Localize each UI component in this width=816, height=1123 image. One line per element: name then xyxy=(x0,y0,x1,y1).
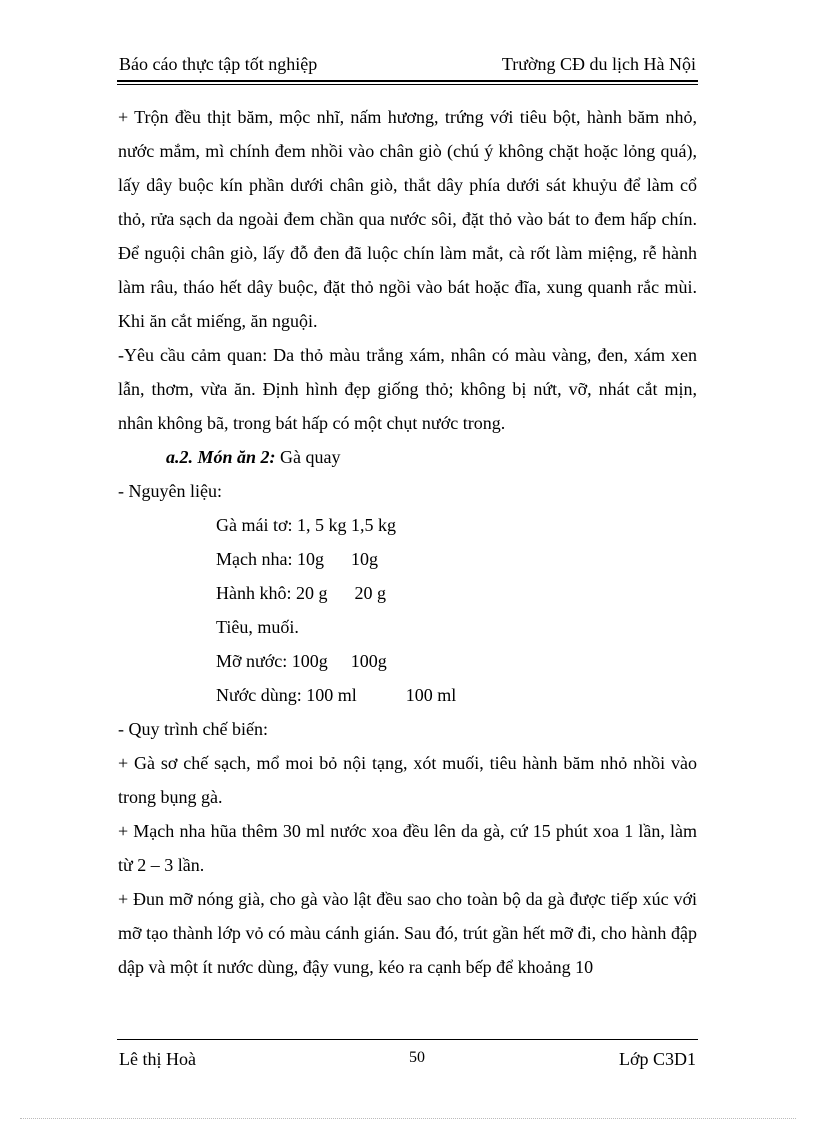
footer-class: Lớp C3D1 xyxy=(618,1049,696,1069)
ingredient-row xyxy=(118,576,697,610)
page-header xyxy=(117,52,698,78)
section-heading-label: a.2. Món ăn 2: xyxy=(166,447,276,467)
ingredient-row xyxy=(118,678,697,712)
document-body xyxy=(118,100,697,984)
section-heading xyxy=(118,440,697,474)
ingredient-qty: 100 ml xyxy=(405,685,457,705)
process-label: - Quy trình chế biến: xyxy=(118,719,268,739)
ingredient-row xyxy=(118,610,697,644)
process-step: + Mạch nha hũa thêm 30 ml nước xoa đều lên da gà, cứ 15 phút xoa 1 lần, làm từ 2 – 3 lần. xyxy=(118,821,697,875)
ingredient-qty: 1,5 kg xyxy=(351,515,396,535)
page-number: 50 xyxy=(409,1049,425,1066)
paragraph-preparation: + Trộn đều thịt băm, mộc nhĩ, nấm hương, trứng với tiêu bột, hành băm nhỏ, nước mắm, mì chính đem nhồi vào chân giò (chú ý không chặt hoặc lỏng quá), lấy dây buộc kín phần dưới chân giò, thắt dây phía dưới sát khuỷu để làm cổ thỏ, rửa sạch da ngoài đem chần qua nước sôi, đặt thỏ vào bát to đem hấp chín. Để nguội chân giò, lấy đỗ đen đã luộc chín làm mắt, cà rốt làm miệng, rễ hành làm râu, tháo hết dây buộc, đặt thỏ ngồi vào bát hoặc đĩa, xung quanh rắc mùi. Khi ăn cắt miếng, ăn nguội. xyxy=(118,107,697,331)
page-edge-divider xyxy=(20,1118,796,1119)
process-step: + Đun mỡ nóng già, cho gà vào lật đều sao cho toàn bộ da gà được tiếp xúc với mỡ tạo thành lớp vỏ có màu cánh gián. Sau đó, trút gần hết mỡ đi, cho hành đập dập và một ít nước dùng, đậy vung, kéo ra cạnh bếp để khoảng 10 xyxy=(118,889,697,977)
ingredient-row xyxy=(118,542,697,576)
footer-rule xyxy=(117,1039,698,1040)
ingredient-qty: 100g xyxy=(350,651,387,671)
ingredient-text: Tiêu, muối. xyxy=(216,617,299,637)
header-school-name: Trường CĐ du lịch Hà Nội xyxy=(501,54,696,74)
ingredient-text: Hành khô: 20 g xyxy=(216,583,328,603)
header-rule xyxy=(117,80,698,82)
header-rule-thin xyxy=(117,84,698,85)
ingredient-qty: 20 g xyxy=(354,583,386,603)
header-report-title: Báo cáo thực tập tốt nghiệp xyxy=(119,54,318,74)
ingredient-text: Mạch nha: 10g xyxy=(216,549,324,569)
process-step: + Gà sơ chế sạch, mổ moi bỏ nội tạng, xót muối, tiêu hành băm nhỏ nhồi vào trong bụng gà. xyxy=(118,753,697,807)
ingredients-label: - Nguyên liệu: xyxy=(118,481,222,501)
ingredient-qty: 10g xyxy=(350,549,378,569)
ingredient-row xyxy=(118,644,697,678)
section-heading-dish: Gà quay xyxy=(275,447,341,467)
ingredient-text: Mỡ nước: 100g xyxy=(216,651,328,671)
ingredient-row xyxy=(118,508,697,542)
ingredient-text: Gà mái tơ: 1, 5 kg xyxy=(216,515,347,535)
ingredient-text: Nước dùng: 100 ml xyxy=(216,685,357,705)
paragraph-sensory-requirements: -Yêu cầu cảm quan: Da thỏ màu trắng xám, nhân có màu vàng, đen, xám xen lẫn, thơm, vừa ăn. Định hình đẹp giống thỏ; không bị nứt, vỡ, nhát cắt mịn, nhân không bã, trong bát hấp có một chụt nước trong. xyxy=(118,345,697,433)
page-footer xyxy=(117,1047,698,1073)
footer-author: Lê thị Hoà xyxy=(119,1049,196,1069)
